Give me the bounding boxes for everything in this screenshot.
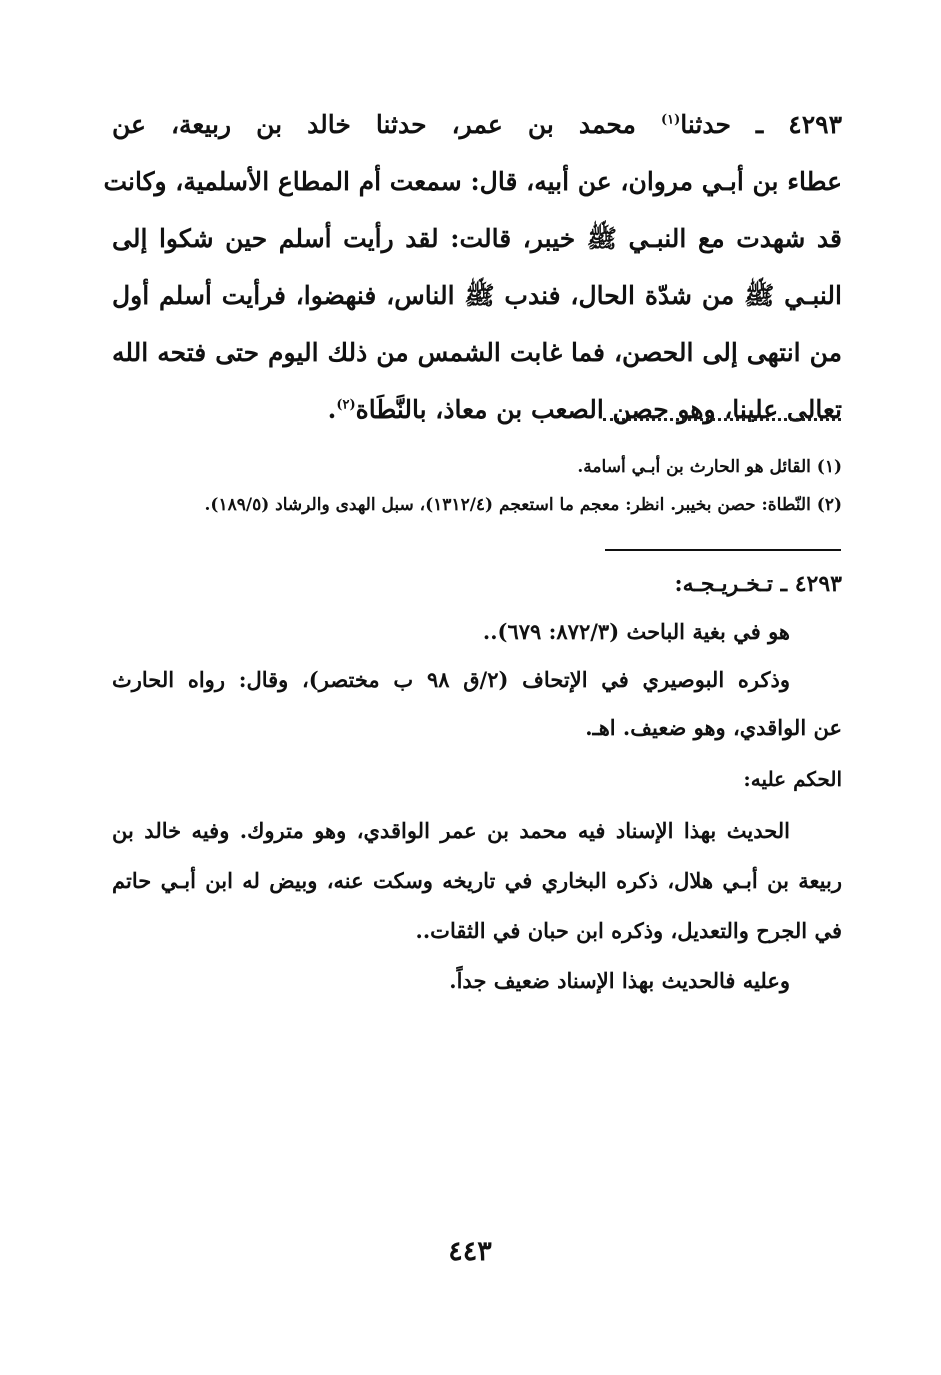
- hadith-line-5: من انتهى إلى الحصن، فما غابت الشمس من ذلك اليوم حتى فتحه الله: [112, 338, 842, 367]
- hadith-number-intro: ٤٢٩٣ ـ حدثنا: [680, 110, 842, 139]
- footnote-separator: [603, 418, 841, 431]
- hukm-line-4: وعليه فالحديث بهذا الإسناد ضعيف جداً.: [449, 968, 790, 993]
- hadith-line-2: عطاء بن أبـي مروان، عن أبيه، قال: سمعت أم المطاع الأسلمية، وكانت: [103, 167, 842, 196]
- page-number: ٤٤٣: [448, 1236, 492, 1267]
- takhrij-line-2: وذكره البوصيري في الإتحاف (٢/ق ٩٨ ب مختصر)، وقال: رواه الحارث: [112, 667, 790, 692]
- hadith-line-4: النبـي ﷺ من شدّة الحال، فندب ﷺ الناس، فنهضوا، فرأيت أسلم أول: [112, 281, 842, 310]
- footnote-marker-2: (٢): [336, 397, 356, 413]
- hukm-line-2: ربيعة بن أبـي هلال، ذكره البخاري في تاريخه وسكت عنه، وبيض له ابن أبـي حاتم: [112, 868, 842, 893]
- hukm-line-1: الحديث بهذا الإسناد فيه محمد بن عمر الواقدي، وهو متروك. وفيه خالد بن: [112, 818, 790, 843]
- footnote-2: (٢) النّطاة: حصن بخيبر. انظر: معجم ما استعجم (١٣١٢/٤)، سبل الهدى والرشاد (١٨٩/٥).: [204, 495, 842, 515]
- takhrij-heading: ٤٢٩٣ ـ تـخـريـجـه:: [674, 571, 842, 597]
- takhrij-section: [112, 560, 842, 752]
- footnote-1: (١) القائل هو الحارث بن أبـي أسامة.: [577, 457, 842, 477]
- hukm-section: [112, 754, 842, 1006]
- hadith-line-1: [112, 96, 842, 153]
- hadith-line-6-text: تعالى علينا، وهو حصن الصعب بن معاذ، بالنَّطَاة: [355, 395, 842, 424]
- hadith-line-6-end: .: [327, 395, 337, 424]
- section-divider: [605, 549, 841, 551]
- hadith-text: [103, 96, 842, 438]
- hadith-line-1-rest: محمد بن عمر، حدثنا خالد بن ربيعة، عن: [112, 110, 661, 139]
- hukm-heading: الحكم عليه:: [743, 767, 842, 791]
- hadith-line-3: قد شهدت مع النبـي ﷺ خيبر، قالت: لقد رأيت أسلم حين شكوا إلى: [112, 224, 842, 253]
- hukm-line-3: في الجرح والتعديل، وذكره ابن حبان في الثقات..: [415, 918, 842, 943]
- footnotes: [112, 448, 842, 524]
- takhrij-line-3: عن الواقدي، وهو ضعيف. اهـ.: [585, 715, 842, 740]
- footnote-marker-1: (١): [660, 112, 681, 128]
- takhrij-line-1: هو في بغية الباحث (٨٧٢/٣: ٦٧٩)..: [482, 619, 790, 644]
